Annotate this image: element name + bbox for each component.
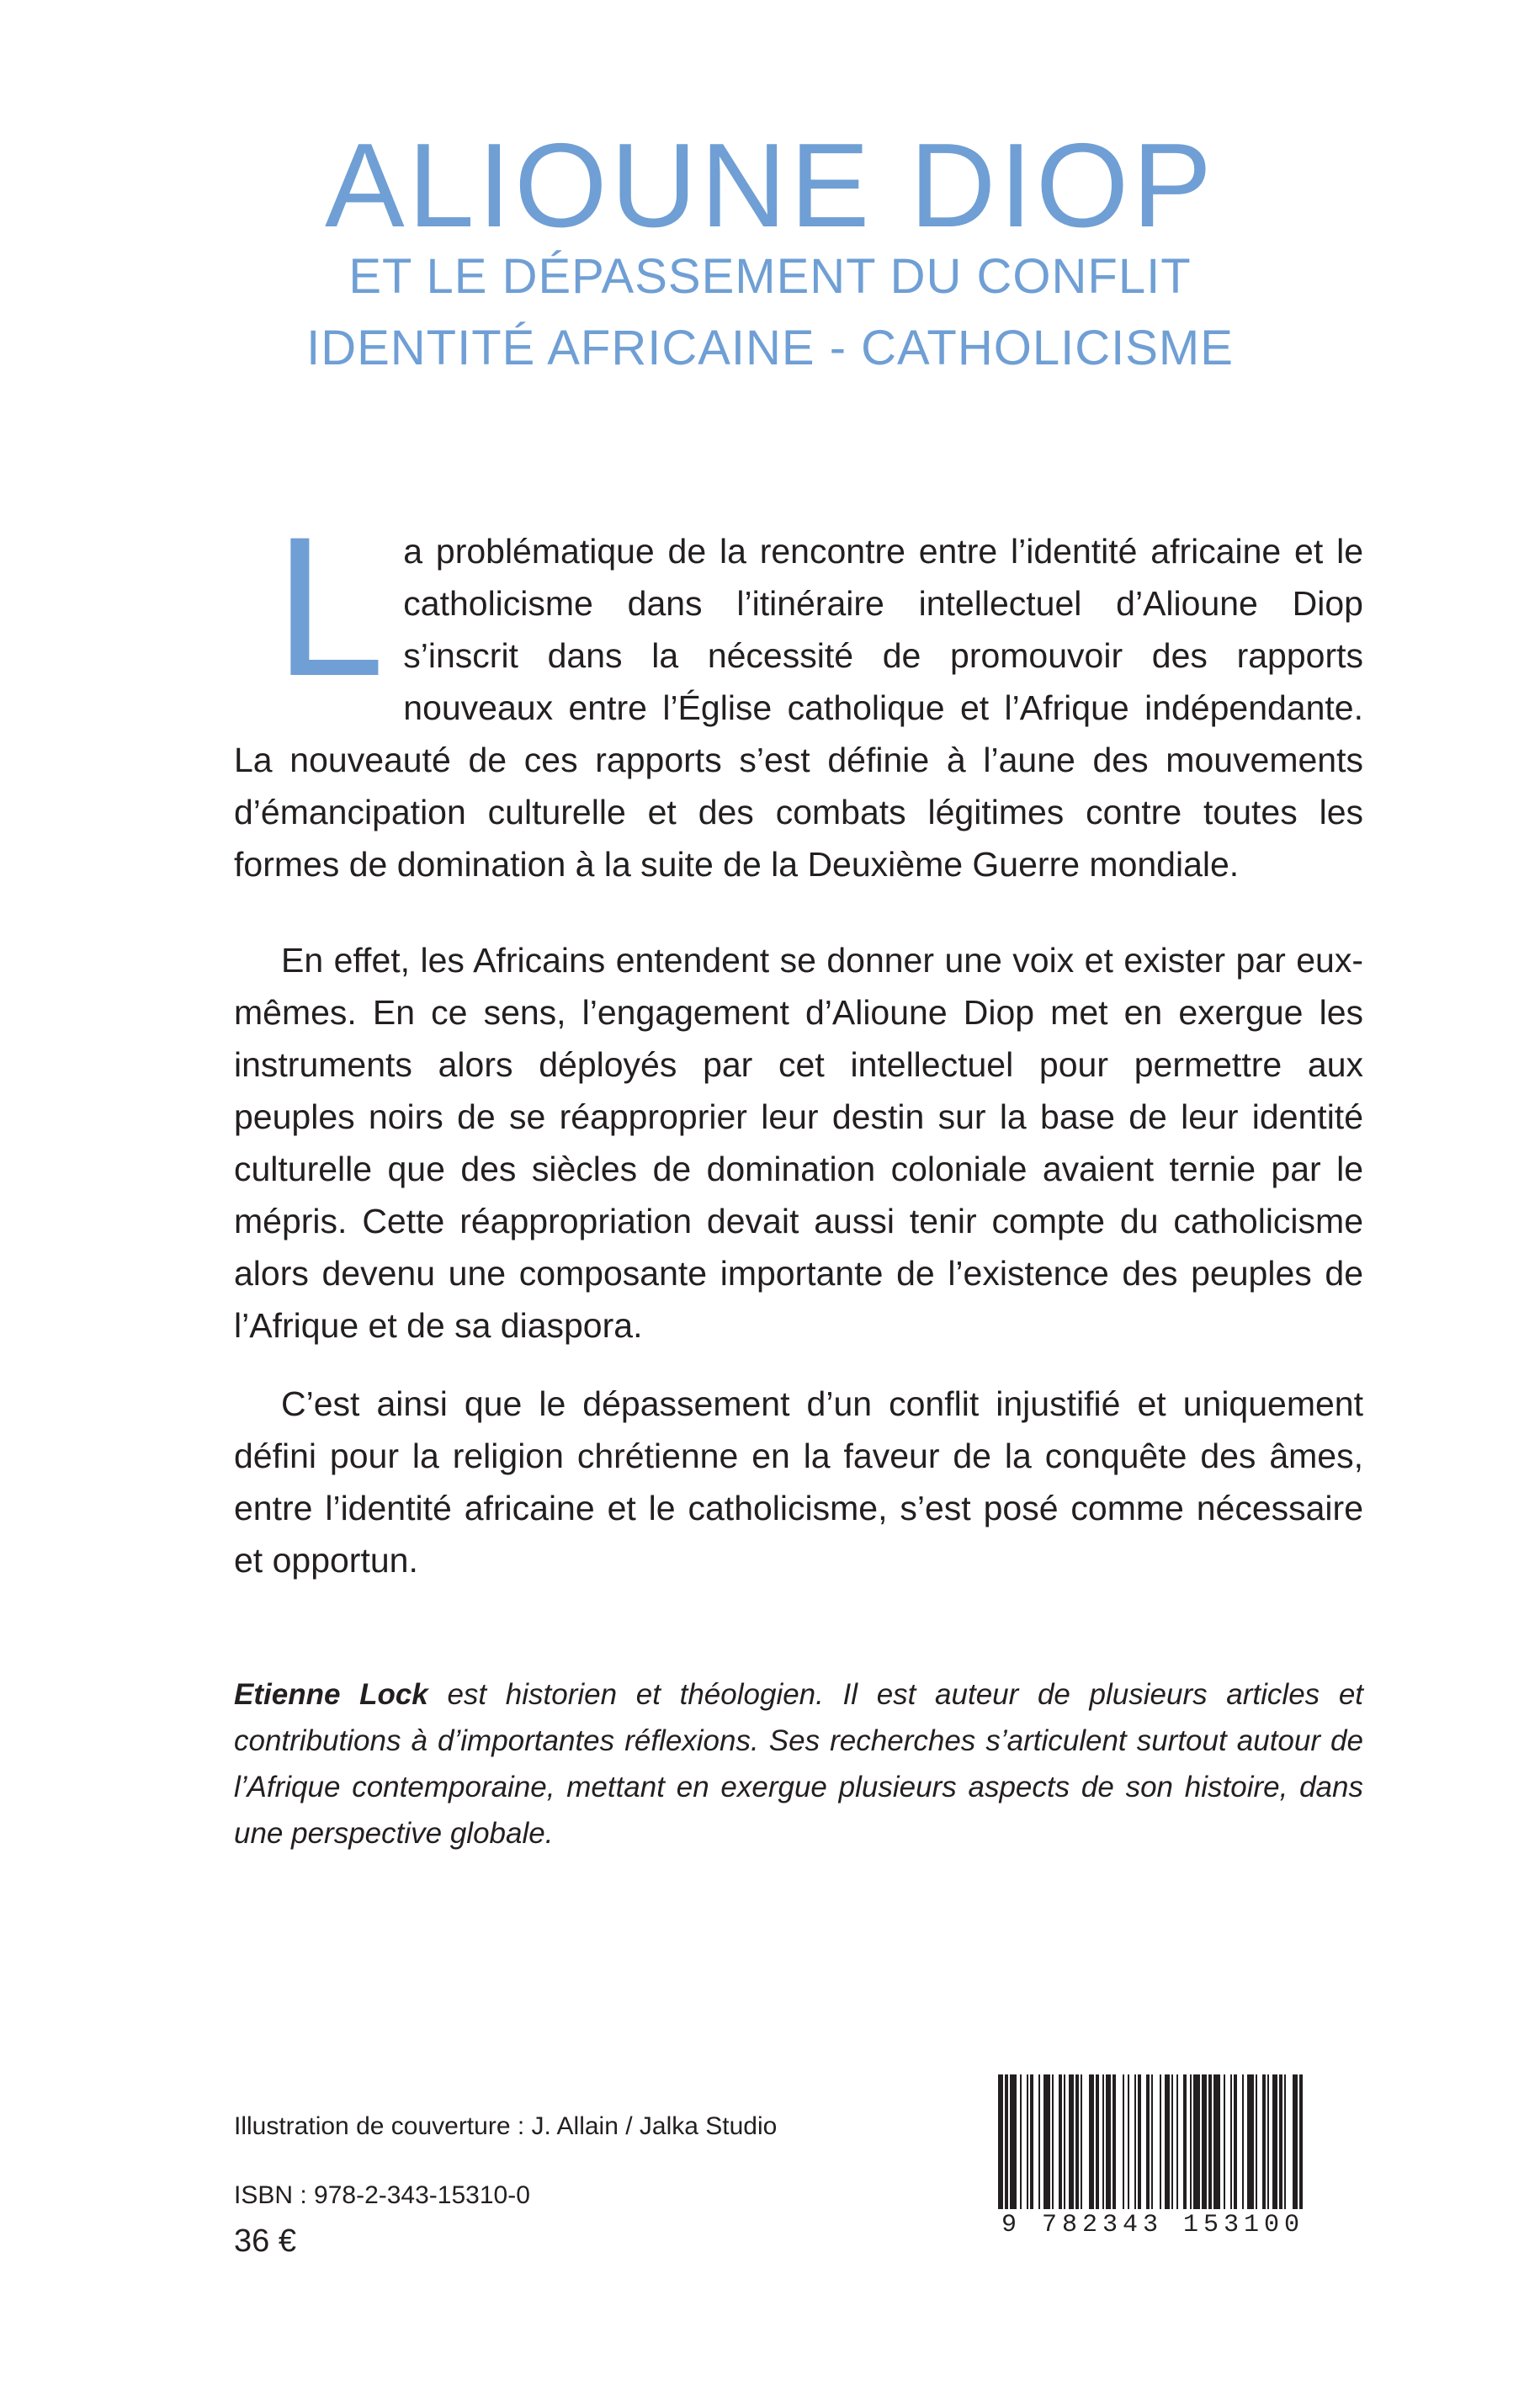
barcode-bar xyxy=(1183,2074,1187,2209)
cover-illustration-credit: Illustration de couverture : J. Allain / Jalka Studio xyxy=(234,2112,778,2140)
barcode-bar xyxy=(1262,2074,1266,2209)
price: 36 € xyxy=(234,2223,296,2259)
barcode-bar xyxy=(1027,2074,1028,2209)
author-bio xyxy=(234,1671,1363,1856)
subtitle-line-1: ET LE DÉPASSEMENT DU CONFLIT xyxy=(348,249,1192,304)
barcode-bar xyxy=(1299,2074,1303,2209)
barcode-bar xyxy=(1146,2074,1150,2209)
barcode-bars xyxy=(993,2074,1313,2213)
barcode-bar xyxy=(1247,2074,1254,2209)
barcode-bar xyxy=(1038,2074,1040,2209)
barcode-bar xyxy=(1043,2074,1050,2209)
barcode-bar xyxy=(1151,2074,1153,2209)
barcode-bar xyxy=(1160,2074,1161,2209)
barcode-bar xyxy=(1242,2074,1244,2209)
barcode-bar xyxy=(1113,2074,1116,2209)
author-name: Etienne Lock xyxy=(234,1678,428,1711)
barcode-bar xyxy=(1005,2074,1008,2209)
author-bio-text: est historien et théologien. Il est auteur de plusieurs articles et contributions à d’importantes réflexions. Ses recherches s’articulent surtout autour de l’Afrique contemporaine, mettant en exergue plusieurs aspects de son histoire, dans une perspective globale. xyxy=(234,1678,1364,1850)
barcode-bar xyxy=(1293,2074,1298,2209)
barcode-bar xyxy=(1069,2074,1074,2209)
barcode-bar xyxy=(1020,2074,1022,2209)
barcode-bar xyxy=(1190,2074,1192,2209)
barcode-bar xyxy=(1234,2074,1237,2209)
barcode-bar xyxy=(1279,2074,1282,2209)
barcode-bar xyxy=(1089,2074,1094,2209)
barcode-bar xyxy=(1102,2074,1104,2209)
barcode-bar xyxy=(1230,2074,1232,2209)
barcode-bar xyxy=(1081,2074,1082,2209)
barcode-bar xyxy=(1010,2074,1017,2209)
barcode-bar xyxy=(1224,2074,1225,2209)
barcode-bar xyxy=(1106,2074,1111,2209)
barcode-bar xyxy=(1059,2074,1062,2209)
barcode-bar xyxy=(1202,2074,1207,2209)
barcode xyxy=(993,2074,1313,2243)
barcode-bar xyxy=(1272,2074,1277,2209)
book-title: ALIOUNE DIOP xyxy=(324,119,1216,252)
barcode-bar xyxy=(1284,2074,1286,2209)
barcode-bar xyxy=(1213,2074,1220,2209)
barcode-bar xyxy=(1208,2074,1212,2209)
barcode-bar xyxy=(1123,2074,1124,2209)
barcode-bar xyxy=(1138,2074,1141,2209)
isbn: ISBN : 978-2-343-15310-0 xyxy=(234,2181,530,2209)
summary-paragraph-2: En effet, les Africains entendent se donner une voix et exister par eux-mêmes. En ce sens, l’engagement d’Alioune Diop met en exergue les instruments alors déployés par cet intellectuel pour permettre aux peuples noirs de se réapproprier leur destin sur la base de leur identité culturelle que des siècles de domination coloniale avaient ternie par le mépris. Cette réappropriation devait aussi tenir compte du catholicisme alors devenu une composante importante de l’existence des peuples de l’Afrique et de sa diaspora. xyxy=(234,941,1363,1345)
barcode-bar xyxy=(1176,2074,1178,2209)
barcode-bar xyxy=(1267,2074,1269,2209)
barcode-bar xyxy=(1193,2074,1200,2209)
barcode-digits: 9 782343 153100 xyxy=(1001,2211,1305,2239)
drop-cap: L xyxy=(274,496,385,718)
barcode-bar xyxy=(1256,2074,1257,2209)
summary-paragraph-3: C’est ainsi que le dépassement d’un conflit injustifié et uniquement défini pour la religion chrétienne en la faveur de la conquête des âmes, entre l’identité africaine et le catholicisme, s’est posé comme nécessaire et opportun. xyxy=(234,1384,1363,1580)
barcode-bar xyxy=(1075,2074,1079,2209)
barcode-bar xyxy=(1134,2074,1136,2209)
barcode-bar xyxy=(1052,2074,1054,2209)
barcode-bar xyxy=(1165,2074,1170,2209)
paragraph-1-text: a problématique de la rencontre entre l’identité africaine et le catholicisme dans l’itinéraire intellectuel d’Alioune Diop s’inscrit dans la nécessité de promouvoir des rapports nouveaux entre l’Église catholique et l’Afrique indépendante. La nouveauté de ces rapports s’est définie à l’aune des mouvements d’émancipation culturelle et des combats légitimes contre toutes les formes de domination à la suite de la Deuxième Guerre mondiale. xyxy=(234,532,1363,884)
barcode-bar xyxy=(1128,2074,1129,2209)
summary-paragraph-1 xyxy=(234,496,1363,890)
barcode-bar xyxy=(1030,2074,1033,2209)
barcode-bar xyxy=(998,2074,1003,2209)
barcode-bar xyxy=(1096,2074,1099,2209)
subtitle-line-2: IDENTITÉ AFRICAINE - CATHOLICISME xyxy=(306,321,1234,375)
barcode-bar xyxy=(1064,2074,1065,2209)
barcode-bar xyxy=(1171,2074,1173,2209)
